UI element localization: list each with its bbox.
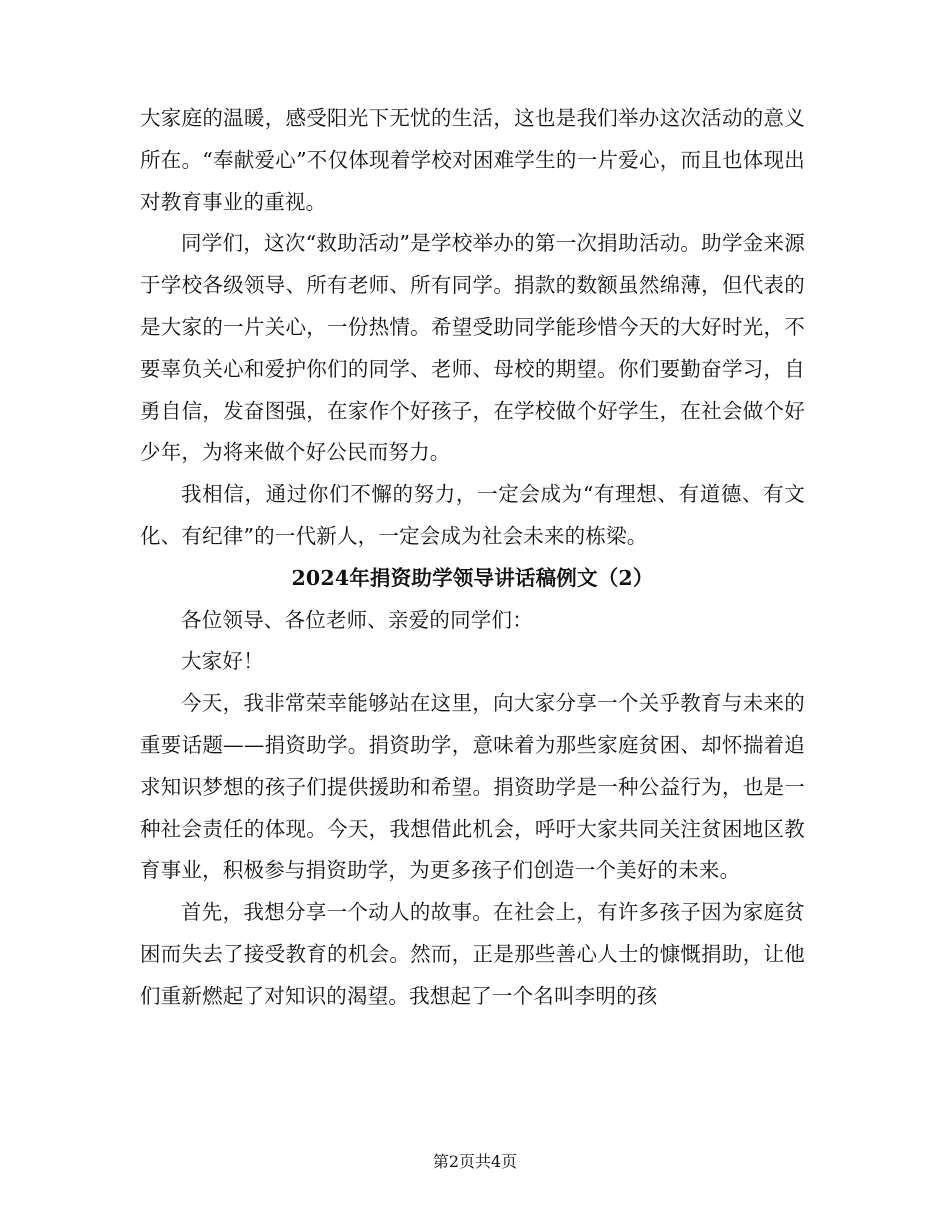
document-body [140, 98, 805, 1018]
paragraph-story: 首先，我想分享一个动人的故事。在社会上，有许多孩子因为家庭贫困而失去了接受教育的机会。然而，正是那些善心人士的慷慨捐助，让他们重新燃起了对知识的渴望。我想起了一个名叫李明的孩 [140, 900, 805, 1008]
salutation: 各位领导、各位老师、亲爱的同学们： [181, 607, 533, 632]
paragraph-donation-activity: 同学们，这次“救助活动”是学校举办的第一次捐助活动。助学金来源于学校各级领导、所有老师、所有同学。捐款的数额虽然绵薄，但代表的是大家的一片关心，一份热情。希望受助同学能珍惜今天的大好时光，不要辜负关心和爱护你们的同学、老师、母校的期望。你们要勤奋学习，自勇自信，发奋图强，在家作个好孩子，在学校做个好学生，在社会做个好少年，为将来做个好公民而努力。 [140, 231, 805, 465]
greeting: 大家好！ [181, 649, 264, 674]
page-number-footer: 第2页共4页 [432, 1152, 518, 1171]
paragraph-introduction: 今天，我非常荣幸能够站在这里，向大家分享一个关乎教育与未来的重要话题——捐资助学。捐资助学，意味着为那些家庭贫困、却怀揣着追求知识梦想的孩子们提供援助和希望。捐资助学是一种公益行为，也是一种社会责任的体现。今天，我想借此机会，呼吁大家共同关注贫困地区教育事业，积极参与捐资助学，为更多孩子们创造一个美好的未来。 [140, 691, 805, 883]
paragraph-belief: 我相信，通过你们不懈的努力，一定会成为“有理想、有道德、有文化、有纪律”的一代新人，一定会成为社会未来的栋梁。 [140, 482, 805, 548]
paragraph-continuation: 大家庭的温暖，感受阳光下无忧的生活，这也是我们举办这次活动的意义所在。“奉献爱心”不仅体现着学校对困难学生的一片爱心，而且也体现出对教育事业的重视。 [140, 106, 805, 214]
section-title: 2024年捐资助学领导讲话稿例文（2） [291, 565, 654, 590]
